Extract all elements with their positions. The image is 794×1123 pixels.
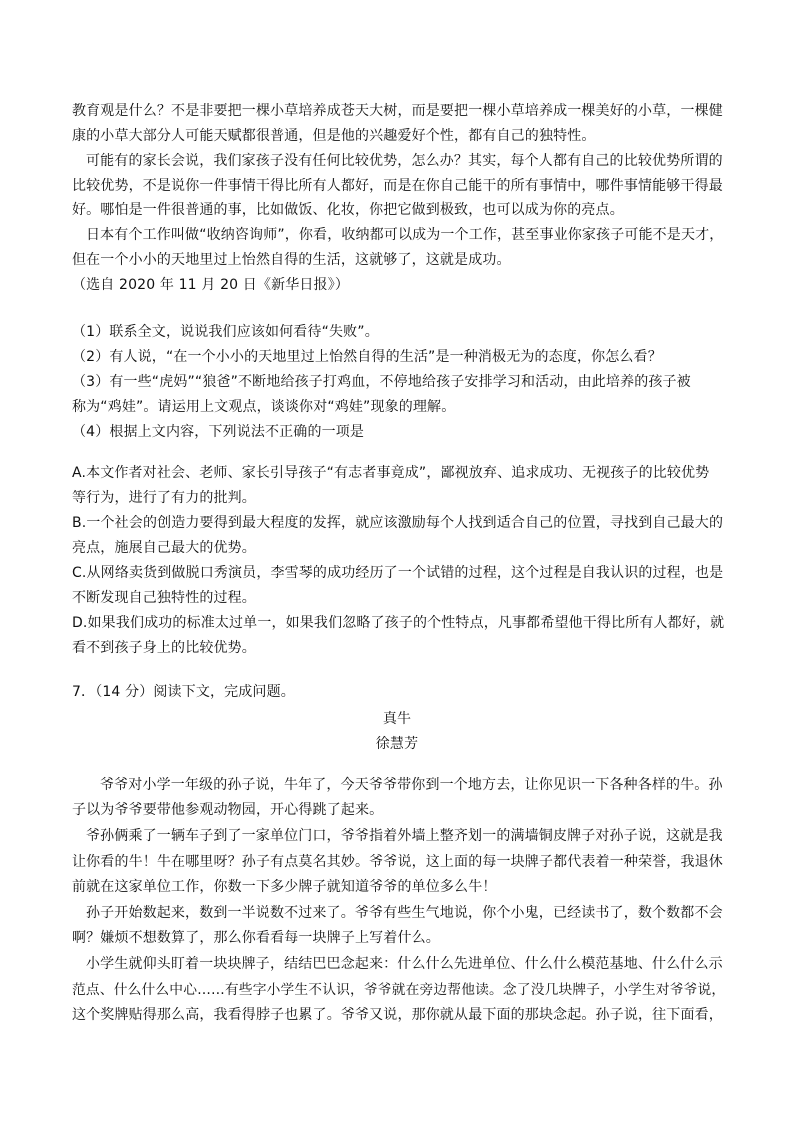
option-b: 亮点，施展自己最大的优势。 — [72, 540, 256, 556]
story-line: 爷孙俩乘了一辆车子到了一家单位门口，爷爷指着外墙上整齐划一的满墙铜皮牌子对孙子说，这就是我 — [86, 828, 723, 844]
passage-line: 日本有个工作叫做“收纳咨询师”，你看，收纳都可以成为一个工作，甚至事业你家孩子可能不是天才， — [86, 227, 724, 243]
option-a: A.本文作者对社会、老师、家长引导孩子“有志者事竟成”，鄙视放弃、追求成功、无视孩子的比较优势 — [72, 465, 710, 481]
story-line: 前就在这家单位工作，你数一下多少牌子就知道爷爷的单位多么牛！ — [72, 879, 497, 895]
source-citation: （选自 2020 年 11 月 20 日《新华日报》） — [72, 277, 350, 293]
passage-line: 教育观是什么？不是非要把一棵小草培养成苍天大树，而是要把一棵小草培养成一棵美好的小草，一棵健 — [72, 103, 723, 119]
story-line: 啊？嫌烦不想数算了，那么你看看每一块牌子上写着什么。 — [72, 930, 440, 946]
option-c: C.从网络卖货到做脱口秀演员，李雪琴的成功经历了一个试错的过程，这个过程是自我认识的过程，也是 — [72, 565, 724, 581]
option-d: 看不到孩子身上的比较优势。 — [72, 640, 256, 656]
story-line: 爷爷对小学一年级的孙子说，牛年了，今天爷爷带你到一个地方去，让你见识一下各种各样的牛。孙 — [100, 777, 723, 793]
story-line: 这个奖牌贴得那么高，我看得脖子也累了。爷爷又说，那你就从最下面的那块念起。孙子说，往下面看， — [72, 1007, 723, 1023]
question-item: 称为“鸡娃”。请运用上文观点，谈谈你对“鸡娃”现象的理解。 — [72, 399, 456, 415]
option-a: 等行为，进行了有力的批判。 — [72, 490, 256, 506]
option-c: 不断发现自己独特性的过程。 — [72, 590, 256, 606]
question-item: （4）根据上文内容，下列说法不正确的一项是 — [72, 424, 365, 440]
question-item: （1）联系全文，说说我们应该如何看待“失败”。 — [72, 324, 379, 340]
passage-line: 好。哪怕是一件很普通的事，比如做饭、化妆，你把它做到极致，也可以成为你的亮点。 — [72, 202, 624, 218]
story-line: 让你看的牛！牛在哪里呀？孙子有点莫名其妙。爷爷说，这上面的每一块牌子都代表着一种荣誉，我退休 — [72, 854, 723, 870]
passage-line: 比较优势，不是说你一件事情干得比所有人都好，而是在你自己能干的所有事情中，哪件事情能够干得最 — [72, 178, 723, 194]
story-title: 真牛 — [382, 711, 412, 727]
story-line: 孙子开始数起来，数到一半说数不过来了。爷爷有些生气地说，你个小鬼，已经读书了，数个数都不会 — [86, 905, 723, 921]
question-item: （2）有人说，“在一个小小的天地里过上怡然自得的生活”是一种消极无为的态度，你怎么看？ — [72, 349, 662, 365]
option-b: B.一个社会的创造力要得到最大程度的发挥，就应该激励每个人找到适合自己的位置，寻找到自己最大的 — [72, 515, 724, 531]
story-line: 小学生就仰头盯着一块块牌子，结结巴巴念起来：什么什么先进单位、什么什么模范基地、什么什么示 — [86, 956, 723, 972]
story-line: 子以为爷爷要带他参观动物园，开心得跳了起来。 — [72, 802, 384, 818]
question-item: （3）有一些“虎妈”“狼爸”不断地给孩子打鸡血，不停地给孩子安排学习和活动，由此培养的孩子被 — [72, 374, 691, 390]
question-header: 7．（14 分）阅读下文，完成问题。 — [72, 684, 295, 700]
story-author: 徐慧芳 — [375, 736, 419, 752]
passage-line: 但在一个小小的天地里过上怡然自得的生活，这就够了，这就是成功。 — [72, 252, 511, 268]
story-line: 范点、什么什么中心……有些字小学生不认识，爷爷就在旁边帮他读。念了没几块牌子，小学生对爷爷说， — [72, 982, 726, 998]
passage-line: 康的小草大部分人可能天赋都很普通，但是他的兴趣爱好个性，都有自己的独特性。 — [72, 128, 596, 144]
passage-line: 可能有的家长会说，我们家孩子没有任何比较优势，怎么办？其实，每个人都有自己的比较优势所谓的 — [86, 153, 723, 169]
option-d: D.如果我们成功的标准太过单一，如果我们忽略了孩子的个性特点，凡事都希望他干得比所有人都好，就 — [72, 615, 725, 631]
